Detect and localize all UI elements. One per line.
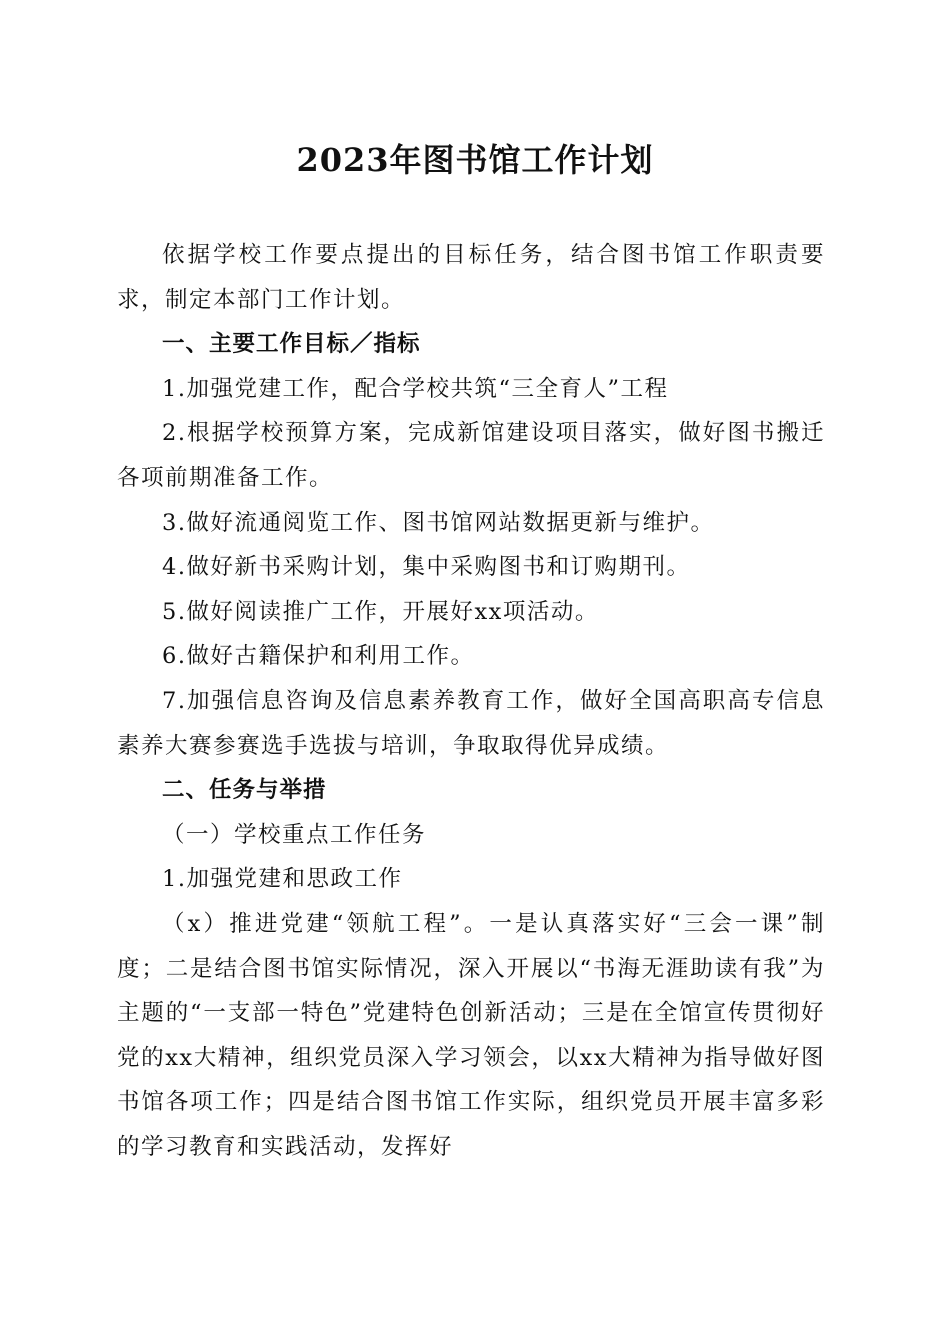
- task-item: 1.加强党建和思政工作: [162, 866, 403, 893]
- goal-item: 3.做好流通阅览工作、图书馆网站数据更新与维护。: [162, 509, 715, 536]
- page-title: 2023年图书馆工作计划: [296, 141, 654, 179]
- goal-item: 2.根据学校预算方案，完成新馆建设项目落实，做好图书搬迁各项前期准备工作。: [117, 420, 825, 491]
- goal-item: 5.做好阅读推广工作，开展好xx项活动。: [162, 598, 599, 625]
- section-heading-tasks: 二、任务与举措: [162, 777, 327, 804]
- subsection-heading: （一）学校重点工作任务: [162, 821, 427, 848]
- intro-paragraph: 依据学校工作要点提出的目标任务，结合图书馆工作职责要求，制定本部门工作计划。: [117, 242, 825, 313]
- goal-item: 6.做好古籍保护和利用工作。: [162, 643, 475, 670]
- document-body: [117, 233, 825, 1169]
- section-heading-goals: 一、主要工作目标／指标: [162, 331, 421, 358]
- goal-item: 4.做好新书采购计划，集中采购图书和订购期刊。: [162, 554, 691, 581]
- goal-item: 7.加强信息咨询及信息素养教育工作，做好全国高职高专信息素养大赛参赛选手选拔与培训，争取取得优异成绩。: [117, 687, 825, 759]
- task-detail-paragraph: （x）推进党建“领航工程”。一是认真落实好“三会一课”制度；二是结合图书馆实际情况，深入开展以“书海无涯助读有我”为主题的“一支部一特色”党建特色创新活动；三是在全馆宣传贯彻好党的xx大精神，组织党员深入学习领会，以xx大精神为指导做好图书馆各项工作；四是结合图书馆工作实际，组织党员开展丰富多彩的学习教育和实践活动，发挥好: [117, 910, 825, 1160]
- goal-item: 1.加强党建工作，配合学校共筑“三全育人”工程: [162, 375, 669, 402]
